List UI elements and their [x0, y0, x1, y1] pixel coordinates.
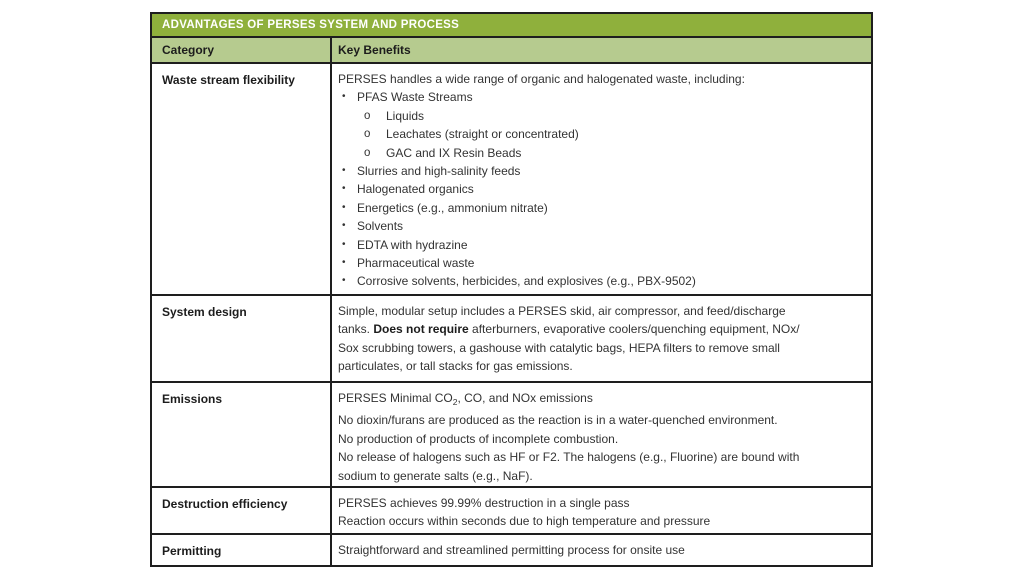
bullet-dot-icon: • — [342, 238, 346, 250]
benefit-intro: PERSES handles a wide range of organic and halogenated waste, including: — [338, 72, 745, 86]
sub-bullet-item — [338, 144, 863, 162]
benefit-line: particulates, or tall stacks for gas emissions. — [338, 359, 573, 374]
benefit-line: No production of products of incomplete combustion. — [338, 431, 619, 446]
benefit-line: PERSES Minimal $CO_2$, CO, and NOx emissions — [338, 391, 593, 407]
benefit-line: PERSES achieves 99.99% destruction in a single pass — [338, 496, 630, 510]
bullet-item — [338, 217, 863, 235]
bullet-dot-icon: • — [342, 257, 346, 269]
bullet-item — [338, 180, 863, 198]
table-row-system-design — [152, 294, 871, 381]
benefit-line: Reaction occurs within seconds due to high temperature and pressure — [338, 514, 711, 529]
bullet-text: Halogenated organics — [357, 182, 474, 197]
bullet-text: Solvents — [357, 219, 404, 234]
category-cell — [152, 535, 330, 565]
benefit-line: No release of halogens such as HF or F2. The halogens (e.g., Fluorine) are bound with — [338, 450, 800, 465]
table-row-waste-stream-flexibility — [152, 62, 871, 294]
sub-bullet-item — [338, 125, 863, 143]
table-row-emissions — [152, 381, 871, 486]
category-label: System design — [162, 305, 247, 319]
bullet-circle-icon: o — [364, 128, 371, 141]
subscript-2: 2 — [452, 397, 458, 407]
column-header-category: Category — [162, 43, 215, 57]
bullet-item — [338, 236, 863, 254]
benefits-cell — [330, 488, 871, 533]
bullet-dot-icon: • — [342, 275, 346, 287]
sub-bullet-item — [338, 107, 863, 125]
table-row-permitting — [152, 533, 871, 565]
table-row-destruction-efficiency — [152, 486, 871, 533]
advantages-table — [150, 12, 873, 567]
bullet-circle-icon: o — [364, 109, 371, 122]
bullet-circle-icon: o — [364, 146, 371, 159]
column-header-key-benefits: Key Benefits — [330, 38, 871, 62]
bullet-dot-icon: • — [342, 220, 346, 232]
category-label: Waste stream flexibility — [162, 73, 295, 87]
bullet-text: Slurries and high-salinity feeds — [357, 164, 521, 179]
benefits-cell — [330, 296, 871, 381]
bullet-dot-icon: • — [342, 183, 346, 195]
bullet-dot-icon: • — [342, 201, 346, 213]
benefit-line: tanks. Does not require afterburners, evaporative coolers/quenching equipment, NOx/ — [338, 322, 800, 337]
benefits-cell — [330, 64, 871, 294]
category-cell — [152, 64, 330, 294]
bullet-dot-icon: • — [342, 165, 346, 177]
bullet-dot-icon: • — [342, 91, 346, 103]
bullet-text: Energetics (e.g., ammonium nitrate) — [357, 200, 548, 215]
bullet-text: PFAS Waste Streams — [357, 90, 473, 105]
bullet-item — [338, 162, 863, 180]
benefit-line: Sox scrubbing towers, a gashouse with catalytic bags, HEPA filters to remove small — [338, 340, 780, 355]
bullet-item — [338, 254, 863, 272]
category-label: Emissions — [162, 392, 223, 406]
bullet-text: Leachates (straight or concentrated) — [386, 127, 579, 142]
category-label: Permitting — [162, 544, 222, 558]
category-cell — [152, 383, 330, 486]
bullet-text: Pharmaceutical waste — [357, 256, 475, 271]
category-label: Destruction efficiency — [162, 497, 288, 511]
benefits-cell — [330, 535, 871, 565]
category-cell — [152, 296, 330, 381]
table-header-row — [152, 36, 871, 62]
bullet-item — [338, 199, 863, 217]
table-title-bar — [152, 14, 871, 36]
bullet-text: GAC and IX Resin Beads — [386, 145, 522, 160]
bullet-item — [338, 88, 863, 106]
bullet-item — [338, 272, 863, 290]
benefit-line: Straightforward and streamlined permitting process for onsite use — [338, 543, 685, 557]
category-cell — [152, 488, 330, 533]
bullet-text: Liquids — [386, 108, 425, 123]
bullet-text: Corrosive solvents, herbicides, and explosives (e.g., PBX-9502) — [357, 274, 696, 289]
benefits-cell — [330, 383, 871, 486]
benefit-line: Simple, modular setup includes a PERSES skid, air compressor, and feed/discharge — [338, 304, 786, 318]
table-title: ADVANTAGES OF PERSES SYSTEM AND PROCESS — [162, 19, 460, 31]
bold-phrase: Does not require — [373, 322, 469, 337]
bullet-text: EDTA with hydrazine — [357, 237, 468, 252]
benefit-line: sodium to generate salts (e.g., NaF). — [338, 468, 533, 483]
benefit-line: No dioxin/furans are produced as the reaction is in a water-quenched environment. — [338, 413, 778, 428]
